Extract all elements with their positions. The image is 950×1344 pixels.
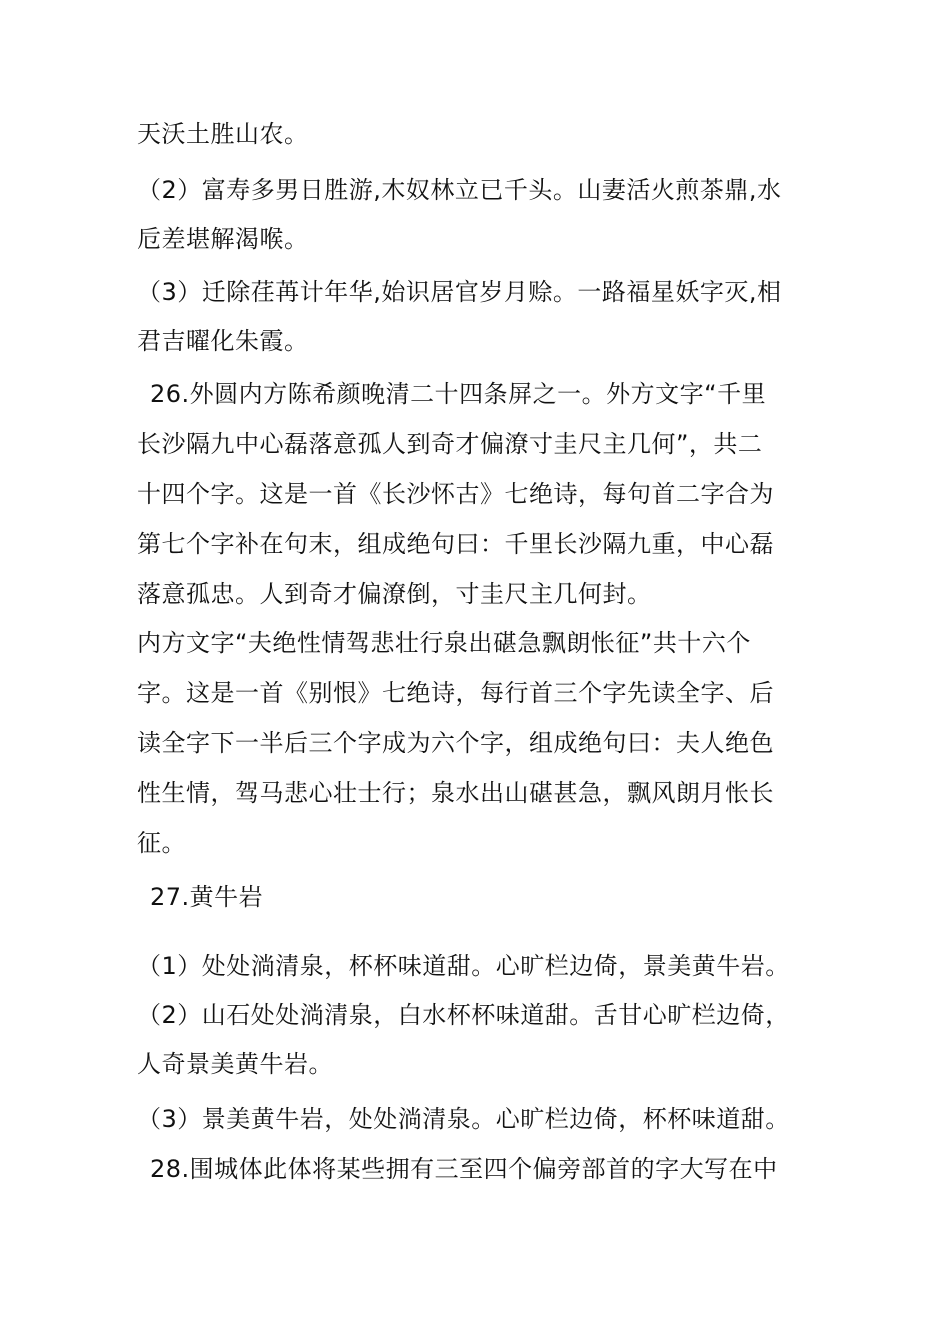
- text-line: 字。这是一首《别恨》七绝诗，每行首三个字先读全字、后: [137, 679, 774, 707]
- text-line: 第七个字补在句末，组成绝句曰：千里长沙隔九重，中心磊: [137, 530, 774, 558]
- text-line: （2）富寿多男日胜游,木奴林立已千头。山妻活火煎茶鼎,水: [137, 176, 782, 204]
- text-line: 十四个字。这是一首《长沙怀古》七绝诗，每句首二字合为: [137, 480, 774, 508]
- text-line: 落意孤忠。人到奇才偏潦倒，寸圭尺主几何封。: [137, 580, 652, 608]
- text-line: 长沙隔九中心磊落意孤人到奇才偏潦寸圭尺主几何”，共二: [137, 430, 763, 458]
- text-line: （3）景美黄牛岩，处处淌清泉。心旷栏边倚，杯杯味道甜。: [137, 1105, 790, 1133]
- section-28-heading: 28.围城体此体将某些拥有三至四个偏旁部首的字大写在中: [150, 1155, 778, 1183]
- section-26-heading: 26.外圆内方陈希颜晚清二十四条屏之一。外方文字“千里: [150, 380, 767, 408]
- text-line: （1）处处淌清泉，杯杯味道甜。心旷栏边倚，景美黄牛岩。: [137, 952, 790, 980]
- section-27-heading: 27.黄牛岩: [150, 883, 264, 911]
- text-line: 君吉曜化朱霞。: [137, 327, 309, 355]
- text-line: 天沃土胜山农。: [137, 120, 309, 148]
- text-line: 内方文字“夫绝性情驾悲壮行泉出碪急飘朗怅征”共十六个: [137, 629, 751, 657]
- text-line: 征。: [137, 829, 186, 857]
- text-line: 人奇景美黄牛岩。: [137, 1050, 333, 1078]
- text-line: （3）迁除荏苒计年华,始识居官岁月赊。一路福星妖字灭,相: [137, 278, 782, 306]
- text-line: （2）山石处处淌清泉，白水杯杯味道甜。舌甘心旷栏边倚，: [137, 1001, 790, 1029]
- text-line: 卮差堪解渴喉。: [137, 225, 309, 253]
- text-line: 性生情，驾马悲心壮士行；泉水出山碪甚急，飘风朗月怅长: [137, 779, 774, 807]
- text-line: 读全字下一半后三个字成为六个字，组成绝句曰：夫人绝色: [137, 729, 774, 757]
